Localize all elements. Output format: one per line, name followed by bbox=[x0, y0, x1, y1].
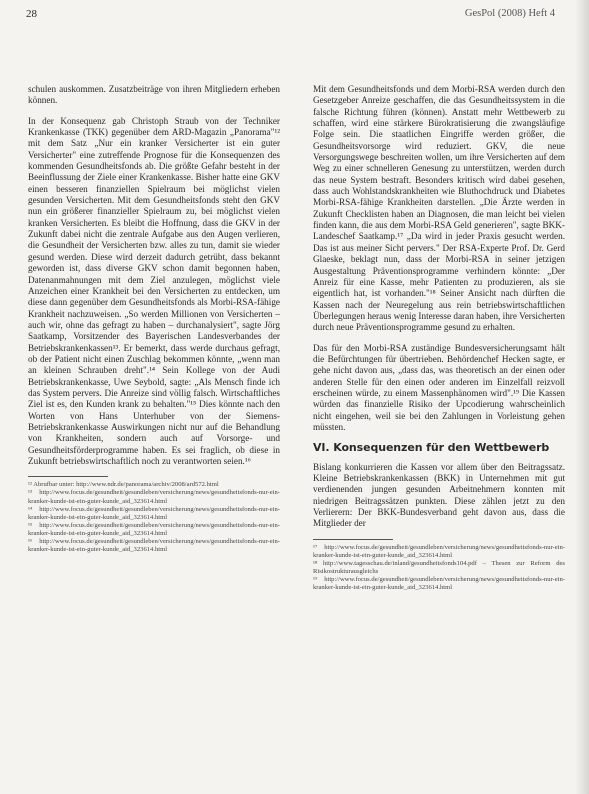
footnotes-right bbox=[313, 544, 565, 593]
paragraph: Das für den Morbi-RSA zuständige Bundesversicherungsamt hält die Befürchtungen für übertrieben. Behördenchef Hecken sagte, er gehe nicht davon aus, „dass das, was theoretisch an der einen oder anderen Stelle für den einen oder anderen im Einzelfall reizvoll erscheinen würde, zu einem Massenphänomen wird".¹⁹ Die Kassen würden das finanzielle Risiko der Upcodierung wahrscheinlich nicht eingehen, weil sie bei den Zahlungen in Vorleistung gehen müssten. bbox=[313, 342, 565, 432]
footnote-divider bbox=[313, 539, 393, 540]
footnote: ¹⁴ http://www.focus.de/gesundheit/gesundleben/versicherung/news/gesundheitsfonds-nur-ein-kranker-kunde-ist-ein-guter-kunde_aid_323614.html bbox=[28, 505, 280, 521]
left-column bbox=[28, 84, 280, 554]
footnote: ¹⁹ http://www.focus.de/gesundheit/gesundleben/versicherung/news/gesundheitsfonds-nur-ein-kranker-kunde-ist-ein-guter-kunde_aid_323614.html bbox=[313, 576, 565, 592]
journal-running-head: GesPol (2008) Heft 4 bbox=[464, 8, 555, 19]
section-heading: VI. Konsequenzen für den Wettbewerb bbox=[313, 441, 550, 455]
footnote-divider bbox=[28, 476, 108, 477]
page-number: 28 bbox=[26, 8, 37, 20]
page-edge-shadow bbox=[575, 0, 589, 794]
footnote: ¹³ http://www.focus.de/gesundheit/gesundleben/versicherung/news/gesundheitsfonds-nur-ein-kranker-kunde-ist-ein-guter-kunde_aid_323614.html bbox=[28, 489, 280, 505]
footnote: ¹² Abrufbar unter: http://www.ndr.de/panorama/archiv/2008/ard572.html bbox=[28, 481, 219, 489]
paragraph: Mit dem Gesundheitsfonds und dem Morbi-RSA werden durch den Gesetzgeber Anreize geschaffen, die das Gesundheitssystem in die falsche Richtung führen (können). Anstatt mehr Wettbewerb zu schaffen, wird eine stärkere Bürokratisierung die zwangsläufige Folge sein. Die staatlichen Eingriffe werden größer, die Gesundheitsvorsorge wird reduziert. GKV, die neue Versorgungswege beschreiten wollen, um ihre Versicherten auf dem Weg zu einer schnelleren Genesung zu unterstützen, werden durch das neue System bestraft. Besonders kritisch wird dabei gesehen, dass auch Wohlstandskrankheiten wie Bluthochdruck und Diabetes Morbi-RSA-fähige Krankheiten darstellen. „Die Ärzte werden in Zukunft Checklisten haben an Diagnosen, die man leicht bei vielen finden kann, die aus dem Morbi-RSA Geld generieren", sagte BKK-Landeschef Saatkamp.¹⁷ „Da wird in jeder Praxis gesucht werden. Das ist aus meiner Sicht pervers." Der RSA-Experte Prof. Dr. Gerd Glaeske, beklagt nun, dass der Morbi-RSA in seiner jetzigen Ausgestaltung Präventionsprogramme verhindern könnte: „Der Anreiz für eine Kasse, mehr Patienten zu produzieren, als sie eigentlich hat, ist vorhanden."¹⁸ Seiner Ansicht nach dürften die Kassen nach der Neuregelung aus rein betriebswirtschaftlichen Überlegungen heraus wenig Interesse daran haben, ihre Versicherten durch neue Präventionsprogramme gesund zu erhalten. bbox=[313, 84, 565, 333]
footnotes-left bbox=[28, 481, 280, 554]
paragraph: In der Konsequenz gab Christoph Straub von der Techniker Krankenkasse (TKK) gegenüber dem ARD-Magazin „Panorama"¹² mit dem Satz „Nur ein kranker Versicherter ist ein guter Versicherter" eine zutreffende Prognose für die Konsequenzen des kommenden Gesundheitsfonds ab. Die größte Gefahr besteht in der Beeinflussung der Ziele einer Krankenkasse. Bisher hatte eine GKV einen besseren finanziellen Spielraum bei möglichst vielen gesunden Versicherten. Mit dem Gesundheitsfonds steht den GKV nun ein größerer finanzieller Spielraum zu, bei möglichst vielen kranken Versicherten. Es bleibt die Hoffnung, dass die GKV in der Zukunft dabei nicht die zentrale Aufgabe aus den Augen verlieren, die Gesundheit der Versicherten bzw. alles zu tun, damit sie wieder gesund werden. Diese wird derzeit dadurch getrübt, dass bekannt geworden ist, dass diverse GKV schon damit begonnen haben, Datenanmahnungen mit dem Ziel anzulegen, möglichst viele Anzeichen einer Krankheit bei den Versicherten zu entdecken, um diese dann gegenüber dem Gesundheitsfonds als Morbi-RSA-fähige Krankheit nachzuweisen. „So werden Millionen von Versicherten – auch wir, ohne das gefragt zu haben – durchanalysiert", sagte Jörg Saatkamp, Vorsitzender des Bayerischen Landesverbandes der Betriebskrankenkassen¹³. Er bemerkt, dass werde durchaus gefragt, ob der Patient nicht einen Zuschlag bekommen könnte, „wenn man an kleinen Schrauben dreht".¹⁴ Sein Kollege von der Audi Betriebskrankenkasse, Uwe Seybold, sagte: „Als Mensch finde ich das System pervers. Die Anreize sind völlig falsch. Wirtschaftliches Ziel ist es, den Kunden krank zu behalten."¹⁵ Dies könnte nach den Worten von Hans Unterhuber von der Siemens-Betriebskrankenkasse Auswirkungen nicht nur auf die Behandlung von Krankheiten, sondern auch auf Vorsorge- und Gesundheitsförderprogramme haben. Es sei fraglich, ob diese in Zukunft betriebswirtschaftlich noch zu verantworten seien.¹⁶ bbox=[28, 115, 280, 466]
paragraph: schulen auskommen. Zusatzbeiträge von ihren Mitgliedern erheben können. bbox=[28, 84, 280, 106]
right-column bbox=[313, 84, 565, 592]
paragraph: Bislang konkurrieren die Kassen vor allem über den Beitragssatz. Kleine Betriebskrankenkassen (BKK) in Unternehmen mit gut verdienenden jungen gesunden Arbeitnehmern konnten mit niedrigen Beitragssätzen punkten. Diese zählen jetzt zu den Verlierern: Der BKK-Bundesverband geht davon aus, dass die Mitglieder der bbox=[313, 461, 565, 529]
footnote: ¹⁷ http://www.focus.de/gesundheit/gesundleben/versicherung/news/gesundheitsfonds-nur-ein-kranker-kunde-ist-ein-guter-kunde_aid_323614.html bbox=[313, 543, 565, 559]
footnote: ¹⁸ http://www.tagesschau.de/inland/gesundheitsfonds104.pdf – Thesen zur Reform des Risikostrukturausgleichs bbox=[313, 559, 565, 575]
footnote: ¹⁵ http://www.focus.de/gesundheit/gesundleben/versicherung/news/gesundheitsfonds-nur-ein-kranker-kunde-ist-ein-guter-kunde_aid_323614.html bbox=[28, 521, 280, 537]
footnote: ¹⁶ http://www.focus.de/gesundheit/gesundleben/versicherung/news/gesundheitsfonds-nur-ein-kranker-kunde-ist-ein-guter-kunde_aid_323614.html bbox=[28, 538, 280, 554]
